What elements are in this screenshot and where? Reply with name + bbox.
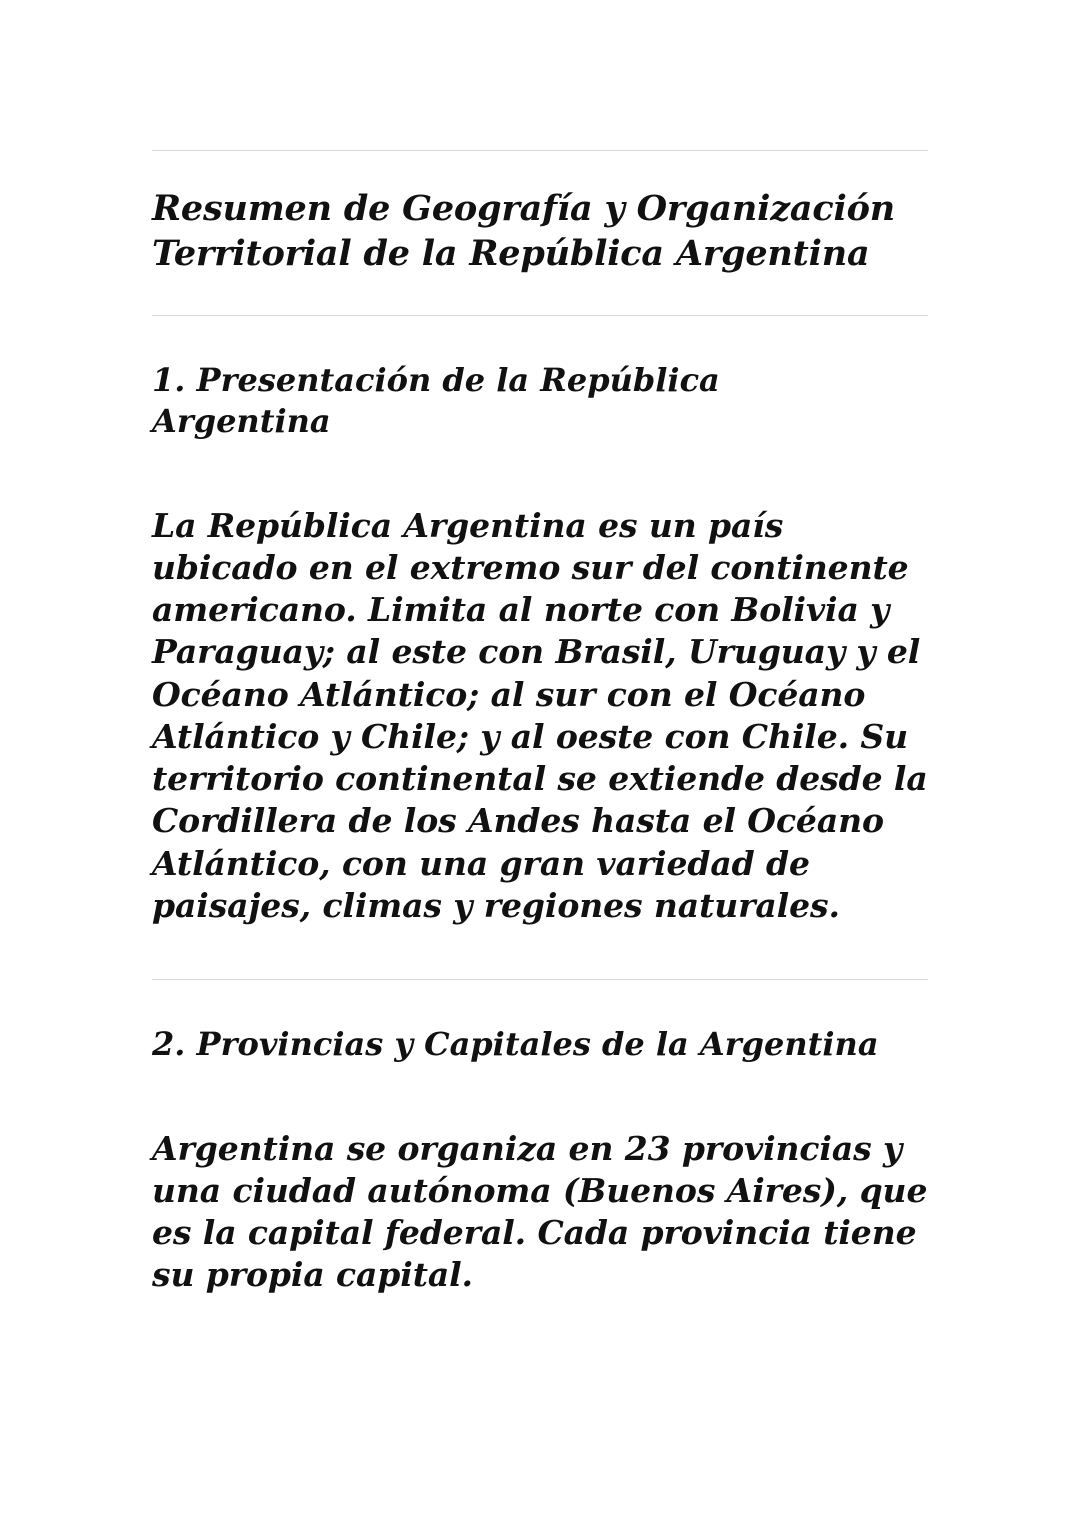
section-paragraph-1: La República Argentina es un país ubicado en el extremo sur del continente americano. Limita al norte con Bolivia y Paraguay; al este con Brasil, Uruguay y el Océano Atlántico; al sur con el Océano Atlántico y Chile; y al oeste con Chile. Su territorio continental se extiende desde la Cordillera de los Andes hasta el Océano Atlántico, con una gran variedad de paisajes, climas y regiones naturales. <box>152 505 928 925</box>
section-provincias <box>152 1024 928 1297</box>
divider-top <box>152 150 928 151</box>
divider-after-section-1 <box>152 979 928 980</box>
divider-after-title <box>152 315 928 316</box>
section-paragraph-2: Argentina se organiza en 23 provincias y una ciudad autónoma (Buenos Aires), que es la capital federal. Cada provincia tiene su propia capital. <box>152 1128 928 1295</box>
section-presentacion <box>152 360 928 928</box>
page-title: Resumen de Geografía y Organización Territorial de la República Argentina <box>152 188 895 274</box>
section-heading-1: 1. Presentación de la República Argentina <box>152 360 720 441</box>
section-heading-2: 2. Provincias y Capitales de la Argentina <box>152 1025 879 1064</box>
section-gap <box>152 927 928 979</box>
